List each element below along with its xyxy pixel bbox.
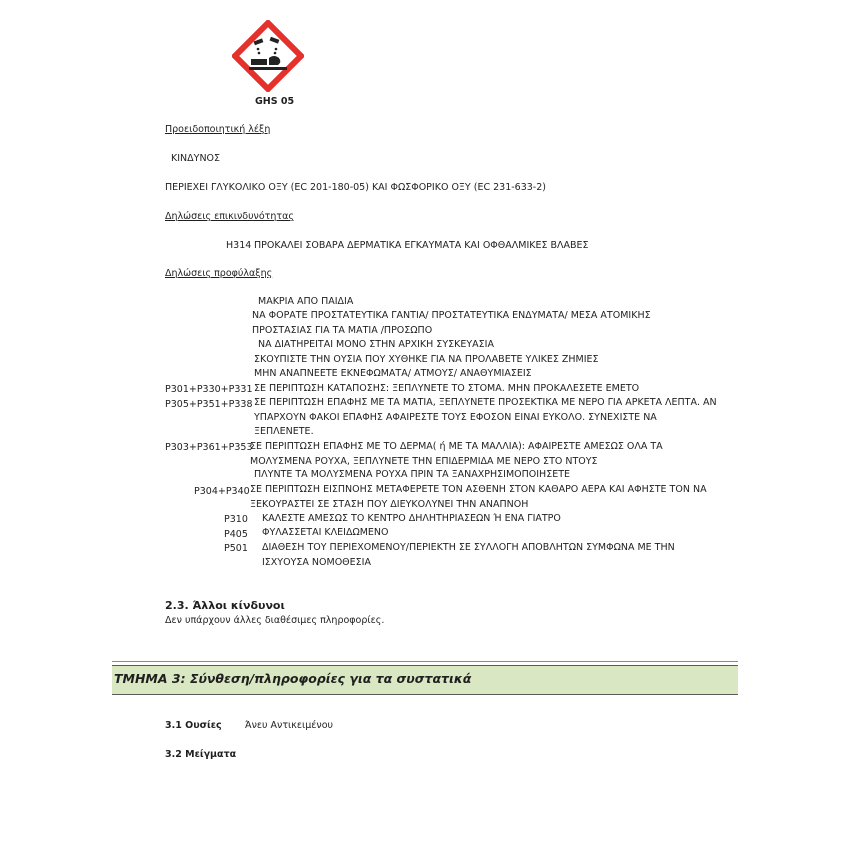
- precaution-code: P301+P330+P331: [165, 384, 253, 395]
- hazard-code: H314: [226, 240, 252, 251]
- substances-label: 3.1 Ουσίες: [165, 720, 222, 731]
- signal-word-value: ΚΙΝΔΥΝΟΣ: [171, 153, 221, 164]
- precaution-text: ΔΙΑΘΕΣΗ ΤΟΥ ΠΕΡΙΕΧΟΜΕΝΟΥ/ΠΕΡΙΕΚΤΗ ΣΕ ΣΥΛΛΟΓΗ ΑΠΟΒΛΗΤΩΝ ΣΥΜΦΩΝΑ ΜΕ ΤΗΝ ΙΣΧΥΟΥΣΑ ΝΟΜΟΘΕΣΙΑ: [262, 542, 675, 568]
- precaution-code: P303+P361+P353: [165, 442, 253, 453]
- pictogram-label: GHS 05: [255, 96, 295, 107]
- substances-value: Άνευ Αντικειμένου: [245, 720, 334, 731]
- precaution-text: ΣΕ ΠΕΡΙΠΤΩΣΗ ΕΙΣΠΝΟΗΣ ΜΕΤΑΦΕΡΕΤΕ ΤΟΝ ΑΣΘΕΝΗ ΣΤΟΝ ΚΑΘΑΡΟ ΑΕΡΑ ΚΑΙ ΑΦΗΣΤΕ ΤΟΝ ΝΑ ΞΕΚΟΥΡΑΣΤΕΙ ΣΕ ΣΤΑΣΗ ΠΟΥ ΔΙΕΥΚΟΛΥΝΕΙ ΤΗΝ ΑΝΑΠΝΟΗ: [250, 484, 707, 510]
- precaution-code: P310: [224, 514, 248, 525]
- precaution-text: ΣΚΟΥΠΙΣΤΕ ΤΗΝ ΟΥΣΙΑ ΠΟΥ ΧΥΘΗΚΕ ΓΙΑ ΝΑ ΠΡΟΛΑΒΕΤΕ ΥΛΙΚΕΣ ΖΗΜΙΕΣ: [254, 354, 599, 365]
- precaution-text: ΜΗΝ ΑΝΑΠΝΕΕΤΕ ΕΚΝΕΦΩΜΑΤΑ/ ΑΤΜΟΥΣ/ ΑΝΑΘΥΜΙΑΣΕΙΣ: [254, 368, 532, 379]
- other-hazards-text: Δεν υπάρχουν άλλες διαθέσιμες πληροφορίες.: [165, 615, 385, 626]
- precaution-text: ΠΛΥΝΤΕ ΤΑ ΜΟΛΥΣΜΕΝΑ ΡΟΥΧΑ ΠΡΙΝ ΤΑ ΞΑΝΑΧΡΗΣΙΜΟΠΟΙΗΣΕΤΕ: [254, 469, 571, 480]
- precaution-text: ΝΑ ΦΟΡΑΤΕ ΠΡΟΣΤΑΤΕΥΤΙΚΑ ΓΑΝΤΙΑ/ ΠΡΟΣΤΑΤΕΥΤΙΚΑ ΕΝΔΥΜΑΤΑ/ ΜΕΣΑ ΑΤΟΜΙΚΗΣ ΠΡΟΣΤΑΣΙΑΣ ΓΙΑ ΤΑ ΜΑΤΙΑ /ΠΡΟΣΩΠΟ: [252, 310, 651, 336]
- precaution-code: P501: [224, 543, 248, 554]
- precaution-code: P305+P351+P338: [165, 399, 253, 410]
- precaution-text: ΣΕ ΠΕΡΙΠΤΩΣΗ ΚΑΤΑΠΟΣΗΣ: ΞΕΠΛΥΝΕΤΕ ΤΟ ΣΤΟΜΑ. ΜΗΝ ΠΡΟΚΑΛΕΣΕΤΕ ΕΜΕΤΟ: [254, 383, 640, 394]
- precaution-text: ΣΕ ΠΕΡΙΠΤΩΣΗ ΕΠΑΦΗΣ ΜΕ ΤΟ ΔΕΡΜΑ( ή ΜΕ ΤΑ ΜΑΛΛΙΑ): ΑΦΑΙΡΕΣΤΕ ΑΜΕΣΩΣ ΟΛΑ ΤΑ ΜΟΛΥΣΜΕΝΑ ΡΟΥΧΑ, ΞΕΠΛΥΝΕΤΕ ΤΗΝ ΕΠΙΔΕΡΜΙΔΑ ΜΕ ΝΕΡΟ ΣΤΟ ΝΤΟΥΣ: [250, 441, 663, 467]
- hazard-text: ΠΡΟΚΑΛΕΙ ΣΟΒΑΡΑ ΔΕΡΜΑΤΙΚΑ ΕΓΚΑΥΜΑΤΑ ΚΑΙ ΟΦΘΑΛΜΙΚΕΣ ΒΛΑΒΕΣ: [254, 240, 589, 251]
- contains-statement: ΠΕΡΙΕΧΕΙ ΓΛΥΚΟΛΙΚΟ ΟΞΥ (EC 201-180-05) ΚΑΙ ΦΩΣΦΟΡΙΚΟ ΟΞΥ (EC 231-633-2): [165, 182, 546, 193]
- section-3-title: ΤΜΗΜΑ 3: Σύνθεση/πληροφορίες για τα συστατικά: [114, 671, 472, 686]
- mixtures-label: 3.2 Μείγματα: [165, 749, 237, 760]
- precaution-text: ΝΑ ΔΙΑΤΗΡΕΙΤΑΙ ΜΟΝΟ ΣΤΗΝ ΑΡΧΙΚΗ ΣΥΣΚΕΥΑΣΙΑ: [258, 339, 494, 350]
- signal-word-heading: Προειδοποιητική λέξη: [165, 124, 271, 135]
- ghs05-corrosion-icon: [232, 20, 304, 92]
- precautionary-statements-heading: Δηλώσεις προφύλαξης: [165, 268, 273, 279]
- precaution-text: ΜΑΚΡΙΑ ΑΠΟ ΠΑΙΔΙΑ: [258, 296, 354, 307]
- hazard-statements-heading: Δηλώσεις επικινδυνότητας: [165, 211, 294, 222]
- precaution-code: P405: [224, 529, 248, 540]
- precaution-text: ΦΥΛΑΣΣΕΤΑΙ ΚΛΕΙΔΩΜΕΝΟ: [262, 527, 389, 538]
- section-3-header: [112, 665, 738, 695]
- other-hazards-heading: 2.3. Άλλοι κίνδυνοι: [165, 599, 285, 612]
- precaution-text: ΣΕ ΠΕΡΙΠΤΩΣΗ ΕΠΑΦΗΣ ΜΕ ΤΑ ΜΑΤΙΑ, ΞΕΠΛΥΝΕΤΕ ΠΡΟΣΕΚΤΙΚΑ ΜΕ ΝΕΡΟ ΓΙΑ ΑΡΚΕΤΑ ΛΕΠΤΑ. ΑΝ ΥΠΑΡΧΟΥΝ ΦΑΚΟΙ ΕΠΑΦΗΣ ΑΦΑΙΡΕΣΤΕ ΤΟΥΣ ΕΦΟΣΟΝ ΕΙΝΑΙ ΕΥΚΟΛΟ. ΣΥΝΕΧΙΣΤΕ ΝΑ ΞΕΠΛΕΝΕΤΕ.: [254, 397, 717, 437]
- precaution-code: P304+P340: [194, 486, 250, 497]
- precaution-text: ΚΑΛΕΣΤΕ ΑΜΕΣΩΣ ΤΟ ΚΕΝΤΡΟ ΔΗΛΗΤΗΡΙΑΣΕΩΝ Ή ΕΝΑ ΓΙΑΤΡΟ: [262, 513, 561, 524]
